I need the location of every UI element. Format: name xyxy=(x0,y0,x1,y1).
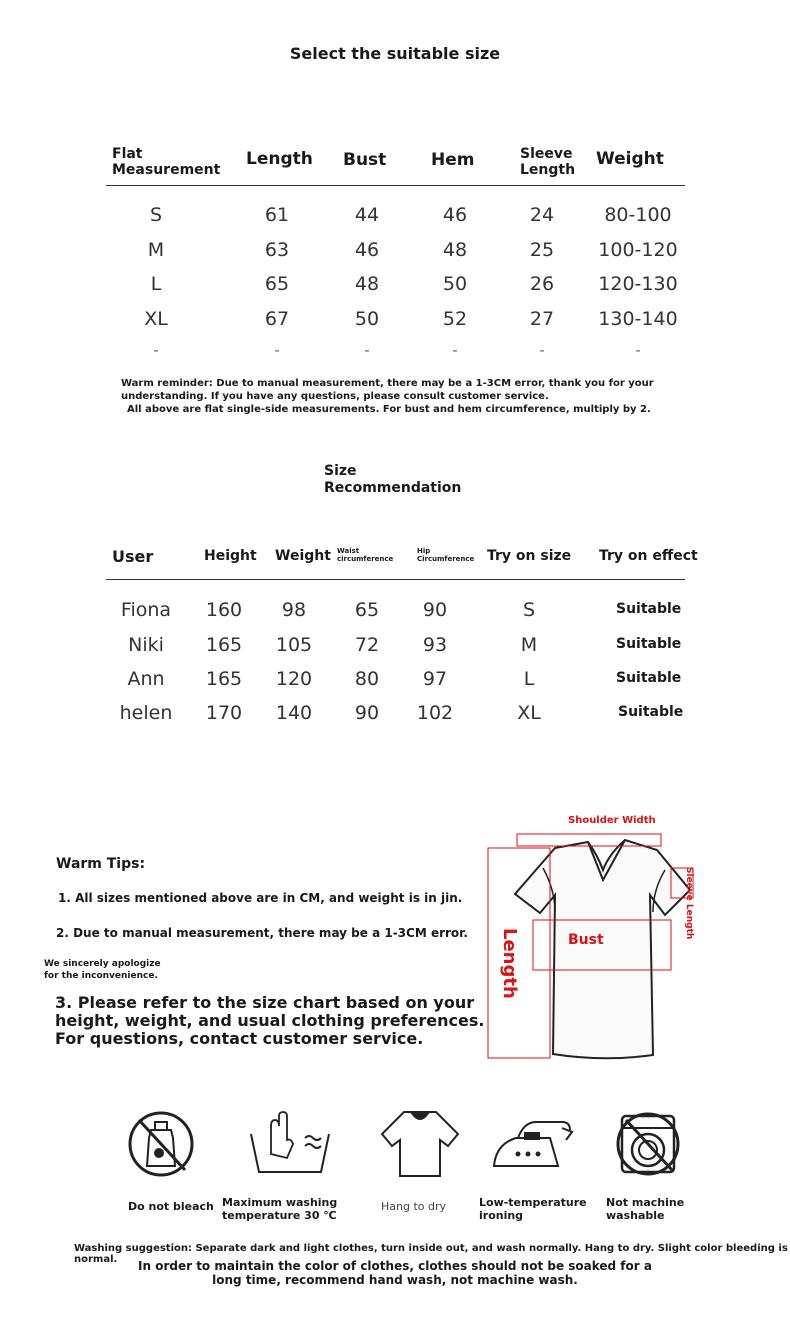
tshirt-diagram xyxy=(485,810,730,1065)
weight-cell: 80-100 xyxy=(604,204,672,226)
header-flat-measurement xyxy=(112,146,220,178)
care-label xyxy=(479,1196,587,1222)
reminder-line2: understanding. If you have any questions, please consult customer service. xyxy=(121,391,549,402)
apology-note xyxy=(44,958,161,982)
try-size-cell: S xyxy=(522,599,536,621)
recommendation-title-line1: Size xyxy=(324,463,357,479)
header-flat-line1: Flat xyxy=(112,146,143,162)
size-cell: M xyxy=(147,239,165,261)
header-user: User xyxy=(112,547,154,566)
tip-3-line1: 3. Please refer to the size chart based on your xyxy=(55,993,475,1012)
length-cell: 65 xyxy=(264,273,290,295)
header-rec-weight: Weight xyxy=(275,548,331,564)
care-label-line: Maximum washing xyxy=(222,1196,338,1209)
care-label-line: ironing xyxy=(479,1209,524,1222)
care-label-line: washable xyxy=(606,1209,665,1222)
waist-cell: 72 xyxy=(354,634,380,656)
bust-cell: 46 xyxy=(354,239,380,261)
user-cell: Ann xyxy=(127,668,165,690)
hip-cell: 102 xyxy=(416,702,454,724)
reminder-line3: All above are flat single-side measurements. For bust and hem circumference, multiply by 2. xyxy=(127,404,651,415)
bust-cell: 50 xyxy=(354,308,380,330)
wash-advice-line1: In order to maintain the color of clothes, clothes should not be soaked for a xyxy=(138,1259,652,1273)
user-cell: Niki xyxy=(128,634,164,656)
bust-cell: 44 xyxy=(354,204,380,226)
sleeve-length-label: Sleeve Length xyxy=(684,867,694,940)
size-table-rule xyxy=(106,185,685,186)
warm-tips-heading: Warm Tips: xyxy=(56,856,146,872)
sleeve-cell: 24 xyxy=(529,204,555,226)
header-height: Height xyxy=(204,548,257,564)
header-sleeve-length xyxy=(520,146,575,178)
sleeve-cell: 27 xyxy=(529,308,555,330)
care-label-line: temperature 30 ℃ xyxy=(222,1209,337,1222)
warm-reminder xyxy=(121,377,654,416)
weight-cell: 105 xyxy=(275,634,313,656)
weight-cell: 120-130 xyxy=(598,273,678,295)
try-size-cell: M xyxy=(520,634,538,656)
sleeve-cell: 25 xyxy=(529,239,555,261)
try-size-cell: L xyxy=(523,668,535,690)
hip-cell: 90 xyxy=(422,599,448,621)
try-effect-cell: Suitable xyxy=(616,636,682,652)
size-cell: XL xyxy=(144,308,168,330)
recommendation-title-line2: Recommendation xyxy=(324,480,462,496)
tip-3 xyxy=(55,994,484,1048)
tip-3-line3: For questions, contact customer service. xyxy=(55,1029,424,1048)
waist-cell: 90 xyxy=(354,702,380,724)
low-temp-iron-icon xyxy=(490,1118,574,1172)
care-label xyxy=(381,1200,446,1213)
header-weight: Weight xyxy=(596,149,664,169)
length-label: Length xyxy=(499,928,520,999)
sleeve-cell: - xyxy=(539,343,545,359)
height-cell: 165 xyxy=(205,668,243,690)
hem-cell: 52 xyxy=(442,308,468,330)
size-cell: L xyxy=(150,273,162,295)
header-hem: Hem xyxy=(431,150,475,170)
hip-cell: 97 xyxy=(422,668,448,690)
header-length: Length xyxy=(246,149,313,169)
try-effect-cell: Suitable xyxy=(616,670,682,686)
header-waist xyxy=(337,547,393,563)
height-cell: 160 xyxy=(205,599,243,621)
tip-2: 2. Due to manual measurement, there may be a 1-3CM error. xyxy=(56,926,468,940)
height-cell: 165 xyxy=(205,634,243,656)
rec-table-rule xyxy=(106,579,685,580)
header-waist-line1: Waist xyxy=(337,547,360,555)
try-effect-cell: Suitable xyxy=(618,704,684,720)
length-cell: 61 xyxy=(264,204,290,226)
washing-suggestion: Washing suggestion: Separate dark and light clothes, turn inside out, and wash normally. Hang to dry. Slight color bleeding is normal. xyxy=(74,1243,788,1265)
weight-cell: 140 xyxy=(275,702,313,724)
hem-cell: 46 xyxy=(442,204,468,226)
bust-cell: 48 xyxy=(354,273,380,295)
header-try-size: Try on size xyxy=(487,548,572,564)
shoulder-width-label: Shoulder Width xyxy=(568,815,656,826)
weight-cell: - xyxy=(635,343,641,359)
weight-cell: 98 xyxy=(281,599,307,621)
header-hip xyxy=(417,547,474,563)
bust-cell: - xyxy=(364,343,370,359)
hem-cell: 48 xyxy=(442,239,468,261)
header-hip-line2: Circumference xyxy=(417,555,475,563)
hang-dry-icon xyxy=(378,1108,462,1178)
tip-3-line2: height, weight, and usual clothing preferences. xyxy=(55,1011,485,1030)
care-label xyxy=(222,1196,337,1222)
care-label-line: Hang to dry xyxy=(381,1200,447,1213)
hem-cell: - xyxy=(452,343,458,359)
length-cell: 67 xyxy=(264,308,290,330)
waist-cell: 65 xyxy=(354,599,380,621)
length-cell: - xyxy=(274,343,280,359)
size-cell: S xyxy=(149,204,163,226)
recommendation-title xyxy=(324,463,461,497)
size-cell: - xyxy=(153,343,159,359)
reminder-line1: Warm reminder: Due to manual measurement, there may be a 1-3CM error, thank you for your xyxy=(121,378,654,389)
apology-line1: We sincerely apologize xyxy=(44,959,161,969)
try-effect-cell: Suitable xyxy=(616,601,682,617)
sleeve-cell: 26 xyxy=(529,273,555,295)
wash-30-icon xyxy=(247,1110,333,1176)
header-flat-line2: Measurement xyxy=(112,162,221,178)
header-bust: Bust xyxy=(343,150,387,170)
weight-cell: 120 xyxy=(275,668,313,690)
weight-cell: 130-140 xyxy=(598,308,678,330)
user-cell: helen xyxy=(119,702,173,724)
weight-cell: 100-120 xyxy=(598,239,678,261)
header-waist-line2: circumference xyxy=(337,555,394,563)
user-cell: Fiona xyxy=(120,599,172,621)
wash-advice-line2: long time, recommend hand wash, not machine wash. xyxy=(212,1273,578,1287)
header-sleeve-line1: Sleeve xyxy=(520,146,573,162)
care-label-line: Not machine xyxy=(606,1196,685,1209)
header-hip-line1: Hip xyxy=(417,547,431,555)
waist-cell: 80 xyxy=(354,668,380,690)
height-cell: 170 xyxy=(205,702,243,724)
hip-cell: 93 xyxy=(422,634,448,656)
care-label-line: Low-temperature xyxy=(479,1196,587,1209)
no-bleach-icon xyxy=(127,1108,195,1178)
header-try-effect: Try on effect xyxy=(599,548,698,564)
apology-line2: for the inconvenience. xyxy=(44,971,158,981)
header-sleeve-line2: Length xyxy=(520,162,576,178)
wash-advice xyxy=(0,1259,790,1287)
care-label xyxy=(606,1196,684,1222)
try-size-cell: XL xyxy=(517,702,541,724)
bust-label: Bust xyxy=(568,932,604,948)
care-label xyxy=(128,1200,214,1213)
tip-1: 1. All sizes mentioned above are in CM, and weight is in jin. xyxy=(58,891,463,905)
no-machine-wash-icon xyxy=(614,1108,682,1178)
length-cell: 63 xyxy=(264,239,290,261)
hem-cell: 50 xyxy=(442,273,468,295)
page-title: Select the suitable size xyxy=(289,44,501,63)
care-label-line: Do not bleach xyxy=(128,1200,214,1213)
